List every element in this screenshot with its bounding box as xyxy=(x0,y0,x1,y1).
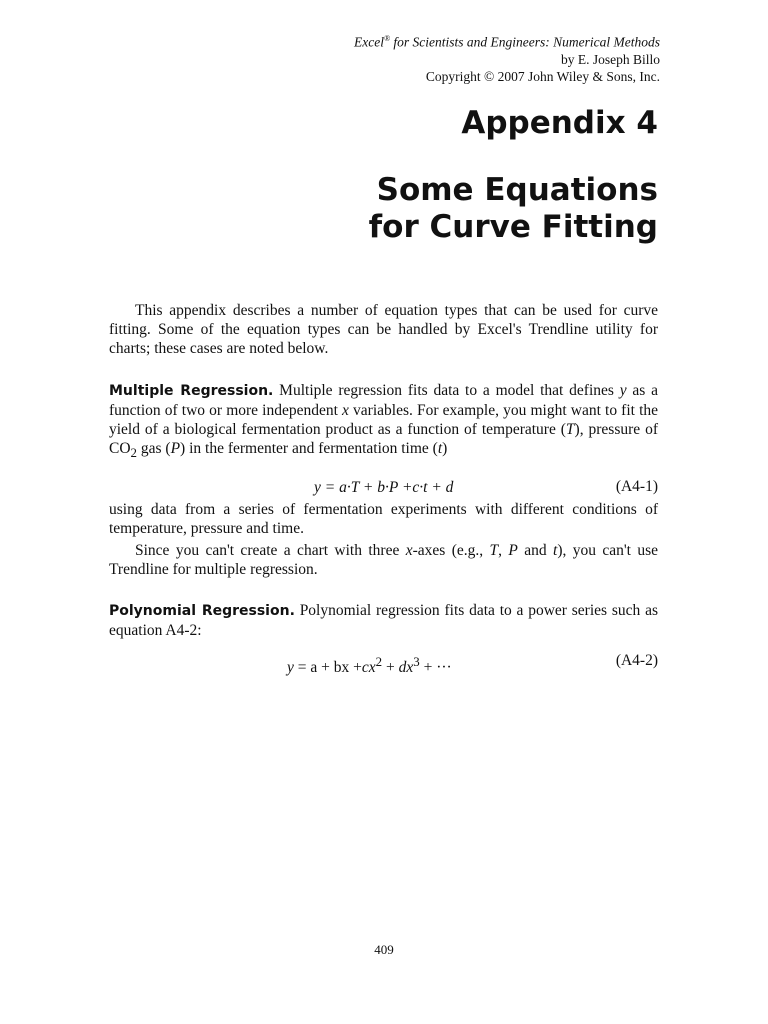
note-var: t xyxy=(553,542,558,559)
mr-text: Multiple regression fits data to a model that defines xyxy=(273,382,620,399)
mr-var: T xyxy=(565,421,575,438)
registered-mark: ® xyxy=(383,34,391,43)
polynomial-regression-paragraph xyxy=(109,601,658,640)
eq-sup: 2 xyxy=(375,654,383,669)
mr-text: ) in the fermenter and fermentation time ( xyxy=(180,440,438,457)
note-var: T xyxy=(489,542,499,559)
multiple-regression-section xyxy=(109,381,658,462)
equation-a4-1: y = a·T + b·P +c·t + d xyxy=(314,479,454,496)
trendline-note xyxy=(109,541,658,579)
eq-text: + ··· xyxy=(419,659,452,677)
pr-text: Polynomial regression fits data to a power series such as equation A4-2: xyxy=(109,602,658,639)
note-text: ), you can't use Trendline for multiple regression. xyxy=(109,542,659,578)
book-title xyxy=(354,30,660,51)
copyright-line: Copyright © 2007 John Wiley & Sons, Inc. xyxy=(425,68,660,84)
polynomial-regression-heading: Polynomial Regression. xyxy=(109,603,295,619)
eq-text: = a + xyxy=(293,659,334,677)
multiple-regression-paragraph xyxy=(109,381,658,462)
note-text: , xyxy=(498,542,509,559)
multiple-regression-heading: Multiple Regression. xyxy=(109,383,274,399)
eq-var: cx xyxy=(361,659,376,677)
page-number: 409 xyxy=(374,942,394,957)
after-equation-text: using data from a series of fermentation experiments with different conditions of temperature, pressure and time. xyxy=(109,501,658,537)
mr-text: gas ( xyxy=(137,440,171,457)
note-text: Since you can't create a chart with three xyxy=(135,542,406,559)
note-var: x xyxy=(405,542,413,559)
intro-paragraph: This appendix describes a number of equation types that can be used for curve fitting. Some of the equation types can be handled by Excel's Trendline utility for charts; these cases are noted below. xyxy=(109,302,658,357)
mr-subscript: 2 xyxy=(130,445,137,461)
chapter-title-line1: Some Equations xyxy=(376,172,658,208)
running-header xyxy=(354,30,660,85)
mr-text: variables. For example, you might want to fit the yield of a biological fermentation product as a function of temperature ( xyxy=(109,402,659,438)
mr-var: x xyxy=(342,402,349,419)
mr-var: y xyxy=(619,382,627,399)
polynomial-regression-section xyxy=(109,601,658,640)
eq-var: y xyxy=(287,659,294,677)
mr-text: ) xyxy=(442,440,448,457)
mr-var: P xyxy=(170,440,181,457)
note-text: -axes (e.g., xyxy=(412,542,490,559)
eq-text: x + xyxy=(341,659,362,677)
mr-text: as a function of two or more independent xyxy=(109,382,658,419)
author-line: by E. Joseph Billo xyxy=(560,51,660,67)
chapter-title-line2: for Curve Fitting xyxy=(368,209,658,245)
eq-var: dx xyxy=(398,659,414,677)
equation-number-a4-2: (A4-2) xyxy=(615,652,658,669)
chapter-title xyxy=(369,172,658,246)
equation-number-a4-1: (A4-1) xyxy=(615,478,658,495)
note-var: P xyxy=(508,542,518,559)
note-text: and xyxy=(517,542,553,559)
mr-text: ), pressure of CO xyxy=(109,421,658,457)
book-subtitle: for Scientists and Engineers: Numerical Methods xyxy=(390,34,660,50)
eq-sup: 3 xyxy=(413,654,420,669)
mr-var: t xyxy=(437,440,443,457)
equation-a4-2 xyxy=(287,652,452,677)
eq-text: + xyxy=(382,659,399,677)
eq-text: b xyxy=(333,659,342,677)
multiple-regression-continuation xyxy=(109,500,658,582)
book-title-excel: Excel xyxy=(353,34,384,50)
appendix-title: Appendix 4 xyxy=(461,105,658,141)
